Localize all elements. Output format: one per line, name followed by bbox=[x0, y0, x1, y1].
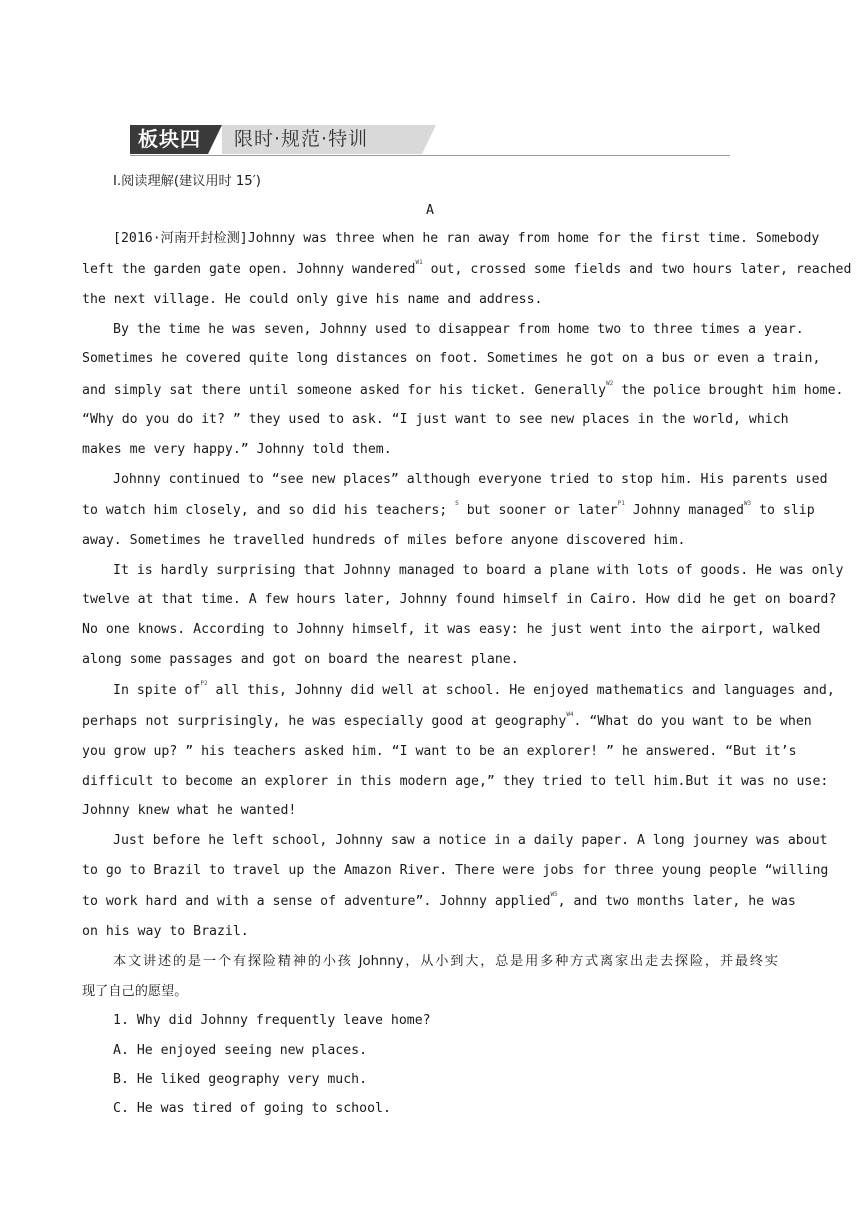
banner-rule bbox=[130, 155, 730, 156]
paragraph-1-line-1: [2016·河南开封检测]Johnny was three when he ran away from home for the first time. Somebody bbox=[113, 231, 820, 246]
banner-end-shape bbox=[422, 125, 436, 154]
option-a: A. He enjoyed seeing new places. bbox=[113, 1043, 368, 1058]
annotation-mark: W2 bbox=[606, 380, 614, 387]
paragraph-4-line-4: along some passages and got on board the nearest plane. bbox=[82, 652, 519, 667]
section-heading: Ⅰ.阅读理解(建议用时 15′) bbox=[113, 174, 261, 189]
paragraph-2-line-3: and simply sat there until someone asked for his ticket. Generally$^{W2}$ the police brought him home. bbox=[82, 380, 844, 398]
paragraph-2-line-5: makes me very happy.” Johnny told them. bbox=[82, 442, 392, 457]
option-c: C. He was tired of going to school. bbox=[113, 1101, 391, 1116]
annotation-mark: W3 bbox=[743, 500, 752, 507]
paragraph-5-line-3: you grow up? ” his teachers asked him. “I want to be an explorer! ” he answered. “But it’s bbox=[82, 744, 797, 759]
paragraph-7-line-1: 本文讲述的是一个有探险精神的小孩 Johnny，从小到大，总是用多种方式离家出走去探险，并最终实 bbox=[113, 954, 778, 969]
paragraph-3-line-3: away. Sometimes he travelled hundreds of miles before anyone discovered him. bbox=[82, 533, 686, 548]
paragraph-4-line-1: It is hardly surprising that Johnny managed to board a plane with lots of goods. He was only bbox=[113, 563, 844, 578]
paragraph-7-line-2: 现了自己的愿望。 bbox=[82, 984, 188, 999]
paragraph-6-line-3: to work hard and with a sense of adventure”. Johnny applied$^{W5}$, and two months later, he was bbox=[82, 891, 796, 909]
section-banner bbox=[130, 125, 730, 157]
paragraph-6-line-1: Just before he left school, Johnny saw a notice in a daily paper. A long journey was about bbox=[113, 833, 828, 848]
paragraph-5-line-2: perhaps not surprisingly, he was especially good at geography$^{W4}$. “What do you want to be when bbox=[82, 711, 812, 729]
annotation-mark: P2 bbox=[200, 680, 208, 687]
paragraph-4-line-2: twelve at that time. A few hours later, Johnny found himself in Cairo. How did he get on board? bbox=[82, 592, 837, 607]
paragraph-2-line-2: Sometimes he covered quite long distances on foot. Sometimes he got on a bus or even a train, bbox=[82, 351, 821, 366]
passage-label: A bbox=[426, 203, 434, 218]
paragraph-6-line-2: to go to Brazil to travel up the Amazon River. There were jobs for three young people “willing bbox=[82, 863, 829, 878]
annotation-mark: P1 bbox=[617, 500, 625, 507]
annotation-mark: W5 bbox=[550, 891, 558, 898]
paragraph-3-line-1: Johnny continued to “see new places” although everyone tried to stop him. His parents used bbox=[113, 472, 828, 487]
paragraph-5-line-1: In spite $of^{P2}$ all this, Johnny did well at school. He enjoyed mathematics and languages and, bbox=[113, 680, 835, 698]
banner-title: 限时·规范·特训 bbox=[222, 125, 422, 154]
paragraph-3-line-2: to watch him closely, and so did his teachers; $^S$ but sooner or later$^{P1}$ Johnny managed$^{W3}$ to slip bbox=[82, 500, 815, 518]
banner-slash-shape bbox=[208, 125, 222, 154]
paragraph-2-line-1: By the time he was seven, Johnny used to disappear from home two to three times a year. bbox=[113, 322, 804, 337]
paragraph-1-line-2: left the garden gate open. Johnny wandered$^{W1}$ out, crossed some fields and two hours later, reached bbox=[82, 259, 852, 277]
paragraph-5-line-5: Johnny knew what he wanted! bbox=[82, 803, 297, 818]
paragraph-2-line-4: “Why do you do it? ” they used to ask. “I just want to see new places in the world, which bbox=[82, 412, 789, 427]
paragraph-5-line-4: difficult to become an explorer in this modern age,” they tried to tell him.But it was no use: bbox=[82, 774, 829, 789]
paragraph-1-line-3: the next village. He could only give his name and address. bbox=[82, 292, 543, 307]
banner-tag: 板块四 bbox=[130, 125, 208, 154]
annotation-mark: W1 bbox=[415, 259, 423, 266]
annotation-mark: W4 bbox=[566, 711, 574, 718]
paragraph-4-line-3: No one knows. According to Johnny himself, it was easy: he just went into the airport, walked bbox=[82, 622, 821, 637]
annotation-mark: S bbox=[455, 500, 459, 507]
option-b: B. He liked geography very much. bbox=[113, 1072, 368, 1087]
question-stem: 1. Why did Johnny frequently leave home? bbox=[113, 1013, 431, 1028]
paragraph-6-line-4: on his way to Brazil. bbox=[82, 924, 249, 939]
